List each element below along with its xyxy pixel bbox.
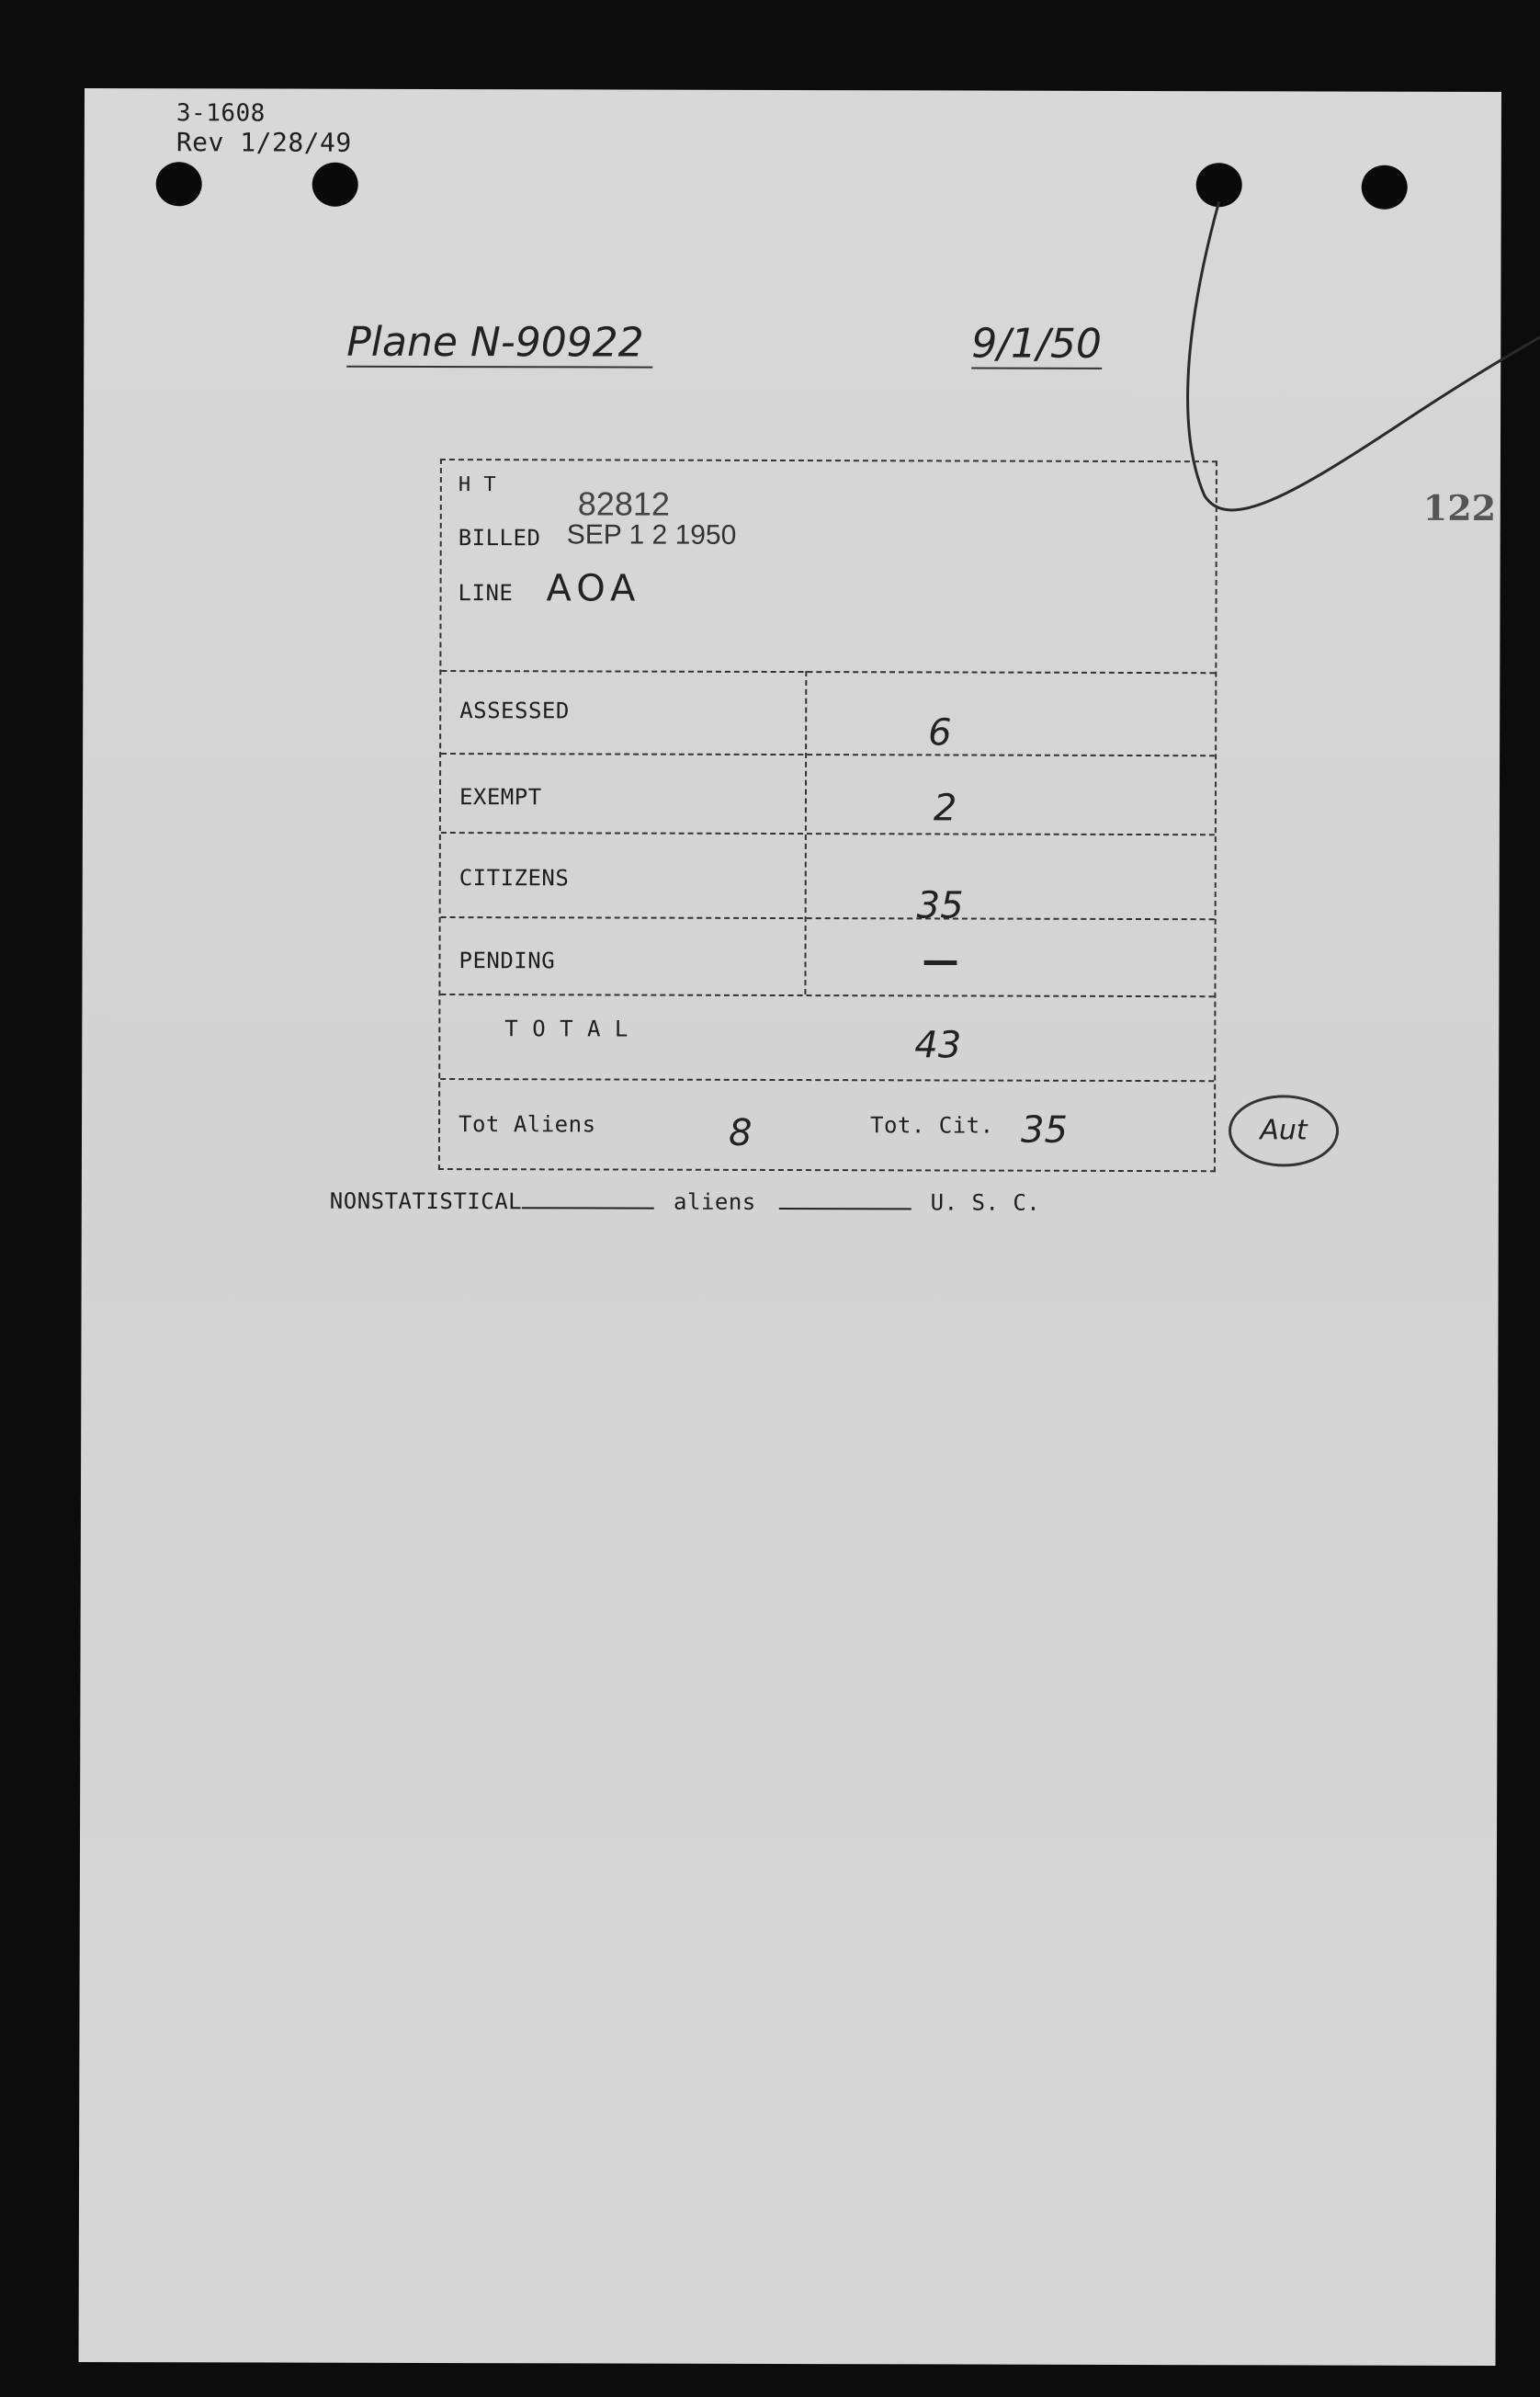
aliens-label: aliens (674, 1188, 756, 1215)
form-date: 9/1/50 (971, 320, 1102, 368)
row-value-citizens: 35 (916, 884, 964, 927)
tot-cit-label: Tot. Cit. (870, 1112, 994, 1139)
tot-aliens-label: Tot Aliens (459, 1111, 596, 1138)
row-label-assessed: ASSESSED (459, 698, 570, 724)
line-label: LINE (458, 580, 514, 607)
usc-label: U. S. C. (930, 1189, 1041, 1216)
total-value: 43 (914, 1024, 962, 1067)
nonstatistical-label: NONSTATISTICAL (329, 1187, 523, 1215)
paper-sheet (79, 88, 1501, 2366)
page-number: 122 (1422, 486, 1497, 529)
tot-cit-value: 35 (1020, 1108, 1069, 1152)
punch-hole-left-1 (156, 162, 202, 206)
row-label-citizens: CITIZENS (459, 865, 570, 892)
billed-label: BILLED (458, 525, 541, 551)
form-table (438, 459, 1217, 1172)
line-value: AOA (546, 567, 641, 610)
total-label: T O T A L (504, 1016, 628, 1042)
row-value-exempt: 2 (933, 787, 957, 830)
nonstatistical-blank (522, 1205, 654, 1209)
nonstatistical-line (330, 1188, 1041, 1216)
aliens-blank (779, 1206, 912, 1210)
row-value-pending: — (922, 939, 959, 983)
initials-stamp: Aut (1229, 1095, 1339, 1166)
tot-aliens-value: 8 (728, 1111, 753, 1154)
form-number: 3-1608 (176, 99, 266, 128)
row-value-assessed: 6 (928, 711, 952, 755)
billed-date-stamp: SEP 1 2 1950 (566, 519, 737, 551)
plane-id: Plane N-90922 (346, 319, 653, 369)
form-revision: Rev 1/28/49 (176, 127, 352, 158)
row-label-pending: PENDING (459, 948, 556, 974)
billed-number-stamp: 82812 (577, 484, 670, 523)
punch-hole-left-2 (312, 163, 358, 207)
ht-label: H T (458, 473, 497, 497)
row-label-exempt: EXEMPT (459, 784, 542, 811)
